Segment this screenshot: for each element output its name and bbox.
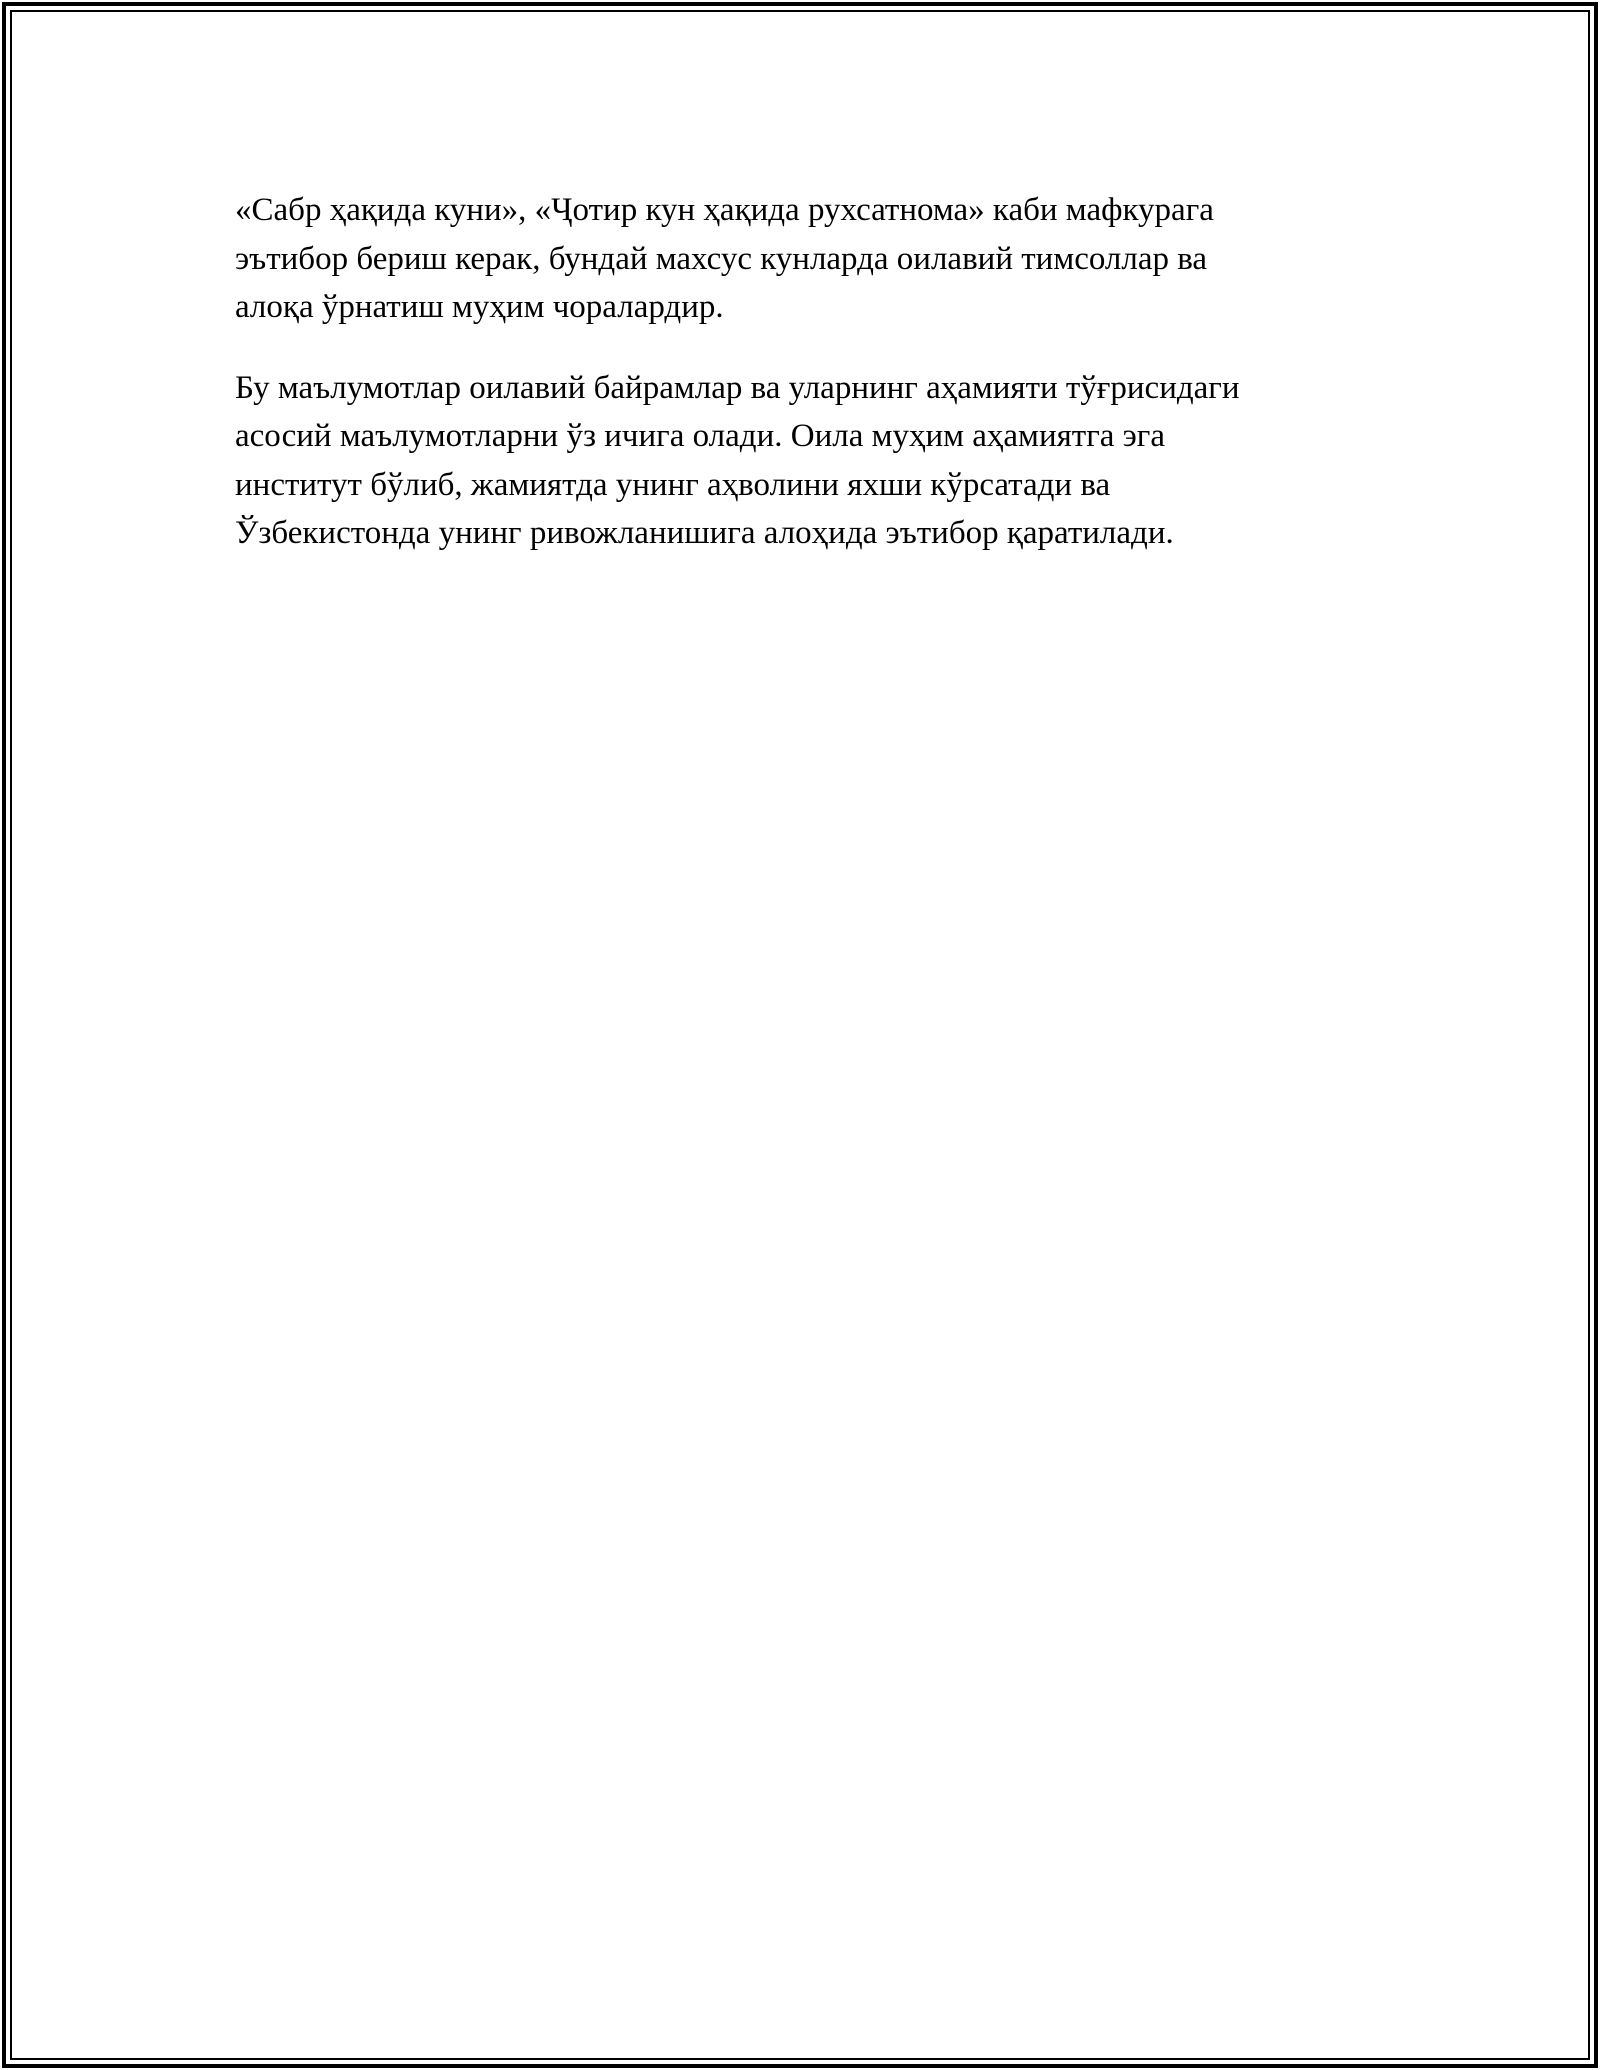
paragraph-2 — [235, 364, 1375, 558]
paragraph-2-line-4: Ўзбекистонда унинг ривожланишига алоҳида эътибор қаратилади. — [235, 515, 1174, 551]
document-body — [235, 186, 1375, 590]
paragraph-1-line-1: «Сабр ҳақида куни», «Ҷотир кун ҳақида рухсатнома» каби мафкурага — [235, 192, 1214, 228]
paragraph-1 — [235, 186, 1375, 332]
paragraph-2-line-1: Бу маълумотлар оилавий байрамлар ва уларнинг аҳамияти тўғрисидаги — [235, 369, 1240, 406]
paragraph-2-line-3: институт бўлиб, жамиятда унинг аҳволини яхши кўрсатади ва — [235, 466, 1111, 503]
paragraph-1-line-2: эътибор бериш керак, бундай махсус кунларда оилавий тимсоллар ва — [235, 240, 1208, 277]
paragraph-2-line-2: асосий маълумотларни ўз ичига олади. Оила муҳим аҳамиятга эга — [235, 418, 1165, 454]
paragraph-1-line-3: алоқа ўрнатиш муҳим чоралардир. — [235, 289, 724, 325]
